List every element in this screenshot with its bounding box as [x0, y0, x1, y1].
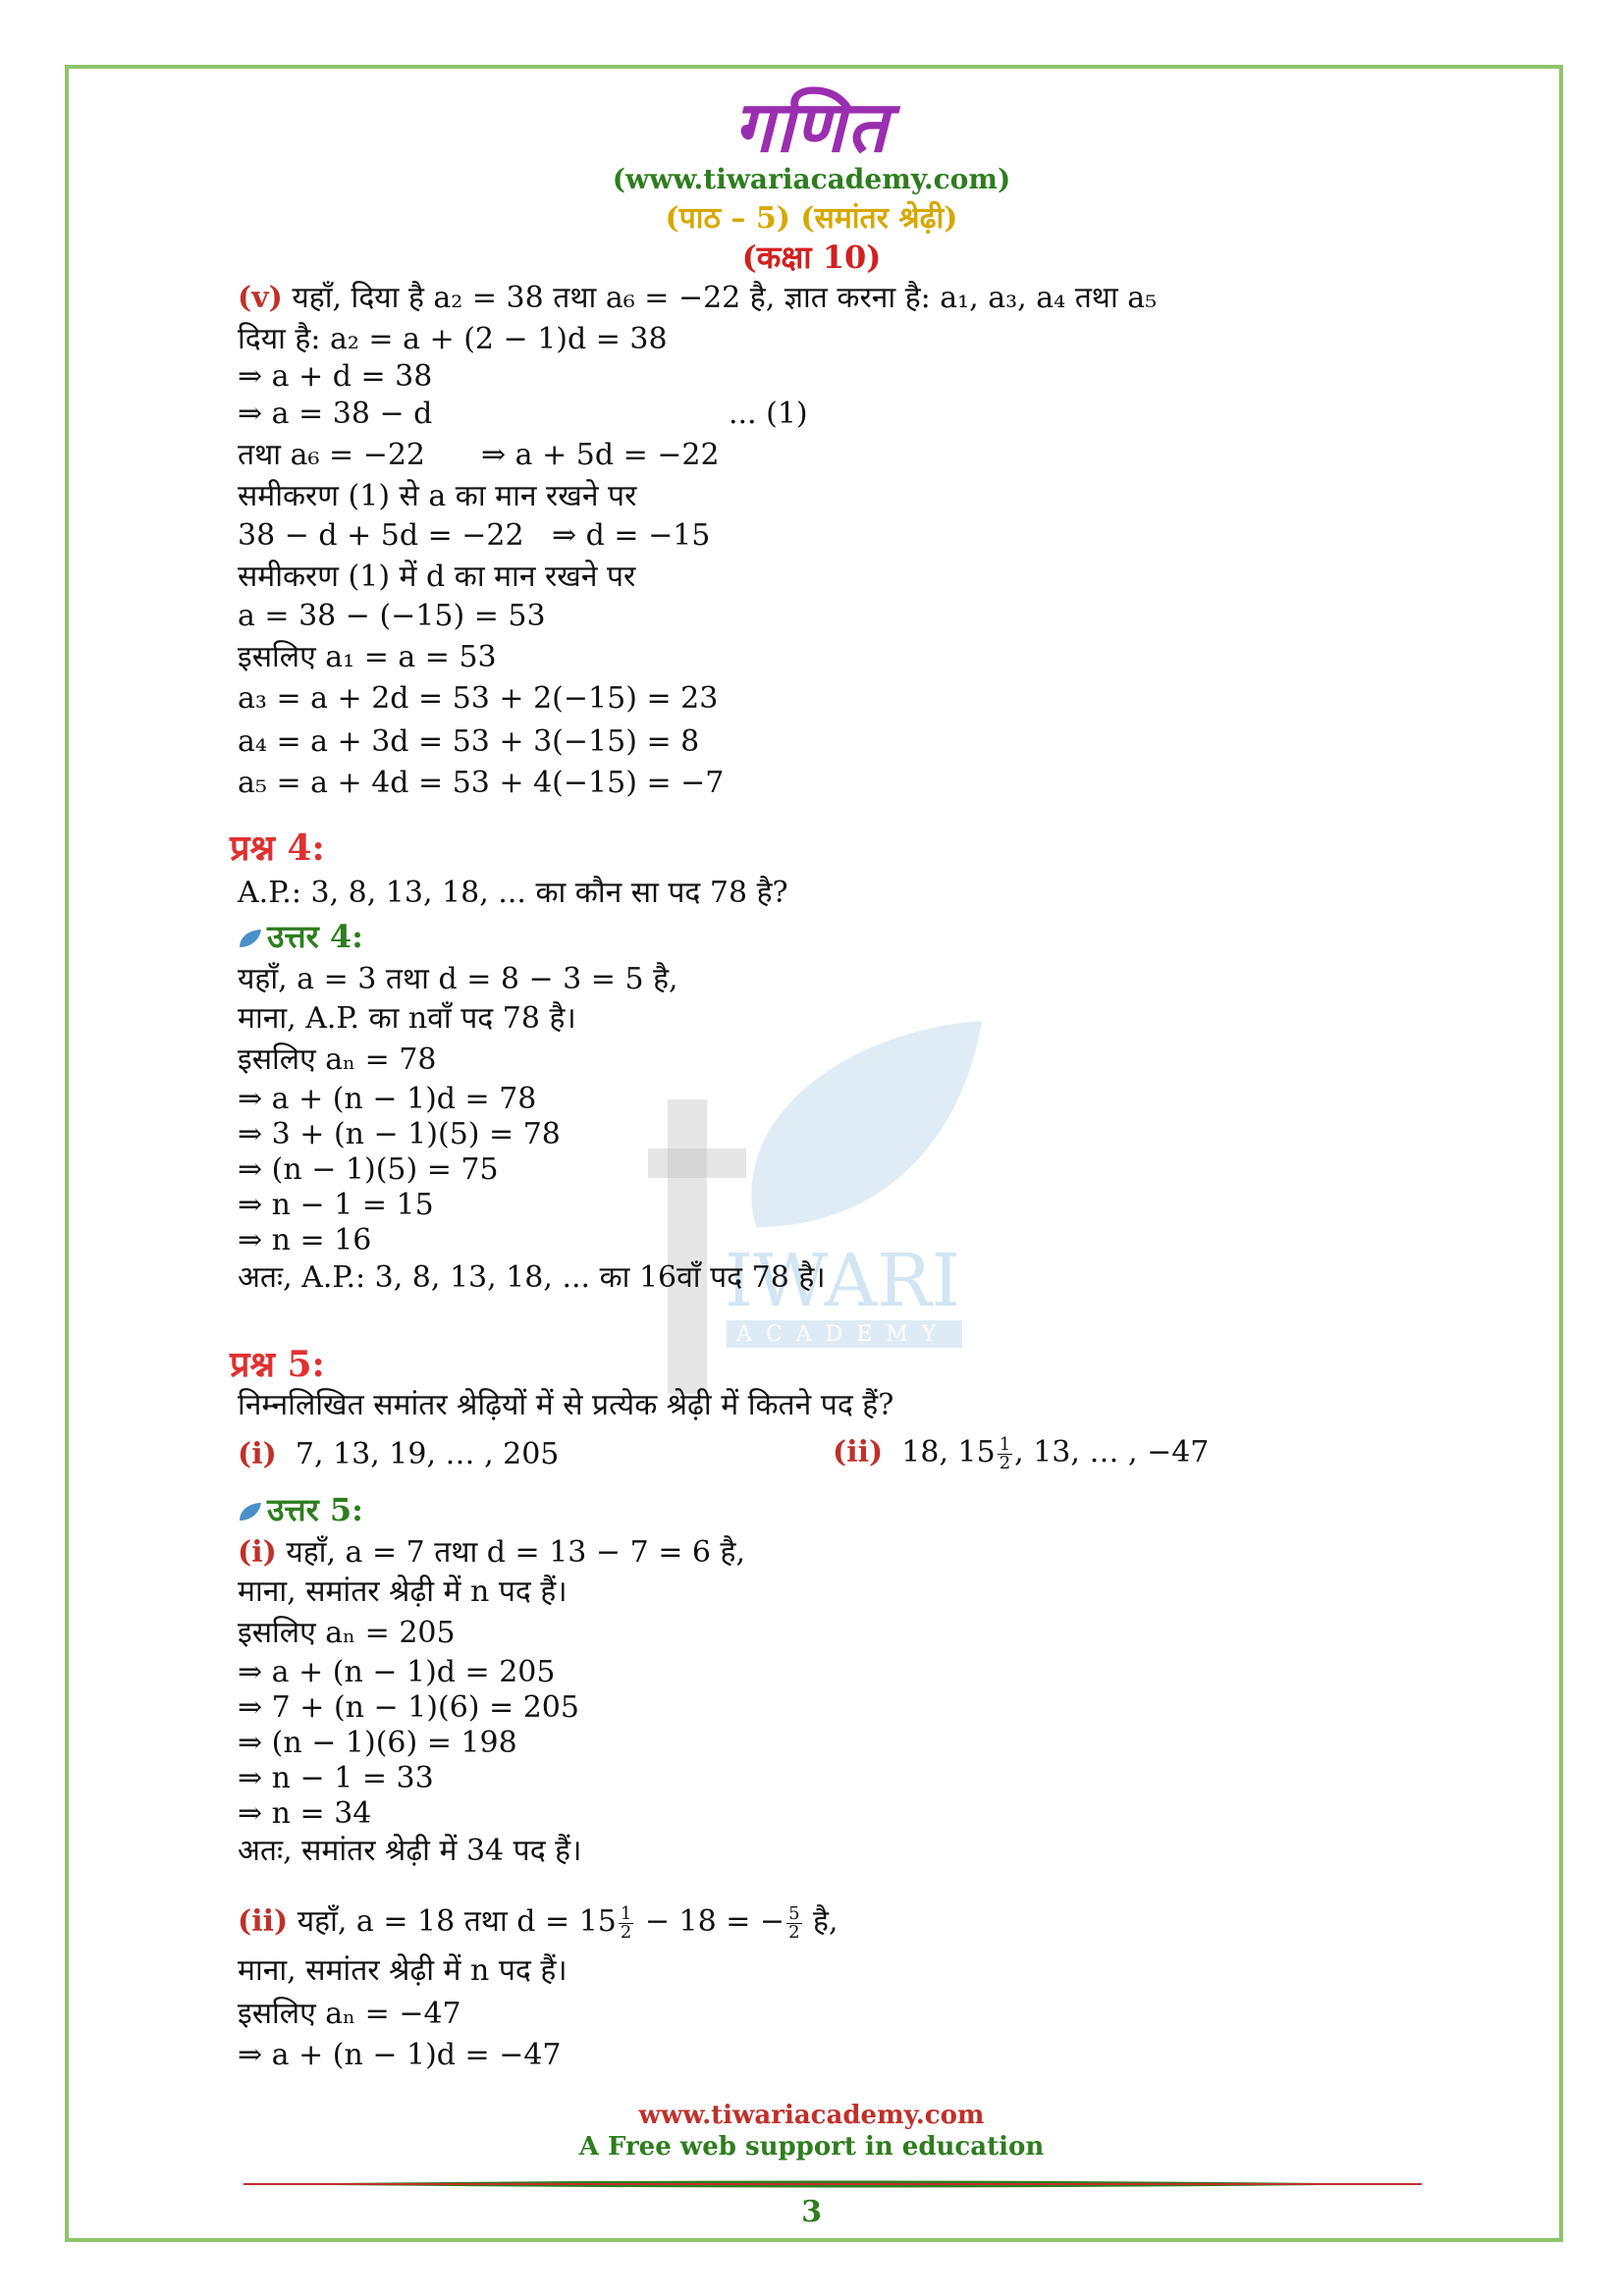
- answer-4-conclusion: अतः, A.P.: 3, 8, 13, 18, ... का 16वाँ पद 78 है।: [238, 1260, 826, 1295]
- answer-4-line: ⇒ n − 1 = 15: [238, 1188, 434, 1222]
- svg-text:ACADEMY: ACADEMY: [736, 1322, 950, 1347]
- question-5-part-i: (i) 7, 13, 19, … , 205: [238, 1437, 560, 1471]
- answer-5-i-conclusion: अतः, समांतर श्रेढ़ी में 34 पद हैं।: [238, 1834, 582, 1868]
- answer-5-heading: उत्तर 5:: [238, 1488, 363, 1530]
- answer-4-line: ⇒ a + (n − 1)d = 78: [238, 1082, 537, 1116]
- part-v-line-1: (v) यहाँ, दिया है a₂ = 38 तथा a₆ = −22 है, ज्ञात करना है: a₁, a₃, a₄ तथा a₅: [238, 281, 1158, 315]
- answer-5-i-line: ⇒ n − 1 = 33: [238, 1761, 434, 1795]
- footer-divider: [243, 2179, 1422, 2189]
- part-v-line-4: ⇒ a = 38 − d: [238, 397, 433, 431]
- answer-4-line: इसलिए aₙ = 78: [238, 1042, 437, 1077]
- part-v-line-12: a₄ = a + 3d = 53 + 3(−15) = 8: [238, 724, 700, 759]
- part-v-line-9: a = 38 − (−15) = 53: [238, 599, 546, 633]
- part-v-line-3: ⇒ a + d = 38: [238, 359, 433, 394]
- five-halves-fraction: $\frac{5}{2}$: [788, 1902, 800, 1943]
- class-label: (कक्षा 10): [741, 239, 882, 276]
- question-5-heading: प्रश्न 5:: [230, 1344, 325, 1385]
- question-4-text: A.P.: 3, 8, 13, 18, ... का कौन सा पद 78 है?: [238, 876, 788, 910]
- answer-5-i-line: ⇒ 7 + (n − 1)(6) = 205: [238, 1690, 579, 1725]
- equation-ref-1: ... (1): [729, 397, 808, 431]
- half-fraction: $\frac{1}{2}$: [999, 1433, 1011, 1473]
- answer-5-i-line: माना, समांतर श्रेढ़ी में n पद हैं।: [238, 1575, 568, 1609]
- answer-5-i-line-1: (i) यहाँ, a = 7 तथा d = 13 − 7 = 6 है,: [238, 1535, 745, 1570]
- answer-5-ii-line: इसलिए aₙ = −47: [238, 1997, 461, 2031]
- answer-5-i-line: ⇒ n = 34: [238, 1796, 372, 1831]
- footer-site: www.tiwariacademy.com: [638, 2101, 985, 2130]
- footer-tagline: A Free web support in education: [578, 2132, 1045, 2162]
- part-v-line-5: तथा a₆ = −22: [238, 438, 426, 472]
- answer-5-i-line: ⇒ a + (n − 1)d = 205: [238, 1655, 556, 1689]
- answer-5-ii-line: ⇒ a + (n − 1)d = −47: [238, 2038, 562, 2072]
- page-title: गणित: [733, 84, 890, 168]
- part-v-line-5b: ⇒ a + 5d = −22: [481, 438, 720, 472]
- tiwari-logo-icon: [238, 928, 263, 949]
- part-v-line-7b: ⇒ d = −15: [552, 518, 711, 553]
- part-v-line-7: 38 − d + 5d = −22: [238, 518, 524, 553]
- answer-4-line: ⇒ n = 16: [238, 1223, 372, 1257]
- answer-4-line: ⇒ 3 + (n − 1)(5) = 78: [238, 1117, 561, 1151]
- answer-4-line: ⇒ (n − 1)(5) = 75: [238, 1152, 499, 1187]
- half-fraction: $\frac{1}{2}$: [620, 1902, 632, 1943]
- tiwari-leaf-watermark-icon: [648, 1001, 1001, 1414]
- part-v-line-10: इसलिए a₁ = a = 53: [238, 640, 497, 674]
- header-site: (www.tiwariacademy.com): [612, 163, 1011, 195]
- svg-text:IWARI: IWARI: [725, 1239, 960, 1323]
- question-5-part-ii: (ii) 18, 15 $\frac{1}{2}$ , 13, … , −47: [833, 1433, 1210, 1473]
- answer-5-ii-line-1: (ii) यहाँ, a = 18 तथा d = 15 $\frac{1}{2}$ − 18 = − $\frac{5}{2}$ है,: [238, 1902, 839, 1943]
- part-v-line-2: दिया है: a₂ = a + (2 − 1)d = 38: [238, 322, 668, 356]
- chapter-label: (पाठ – 5) (समांतर श्रेढ़ी): [665, 201, 958, 236]
- answer-5-ii-line: माना, समांतर श्रेढ़ी में n पद हैं।: [238, 1953, 568, 1988]
- answer-5-i-line: इसलिए aₙ = 205: [238, 1616, 456, 1650]
- question-4-heading: प्रश्न 4:: [230, 828, 325, 869]
- part-v-line-13: a₅ = a + 4d = 53 + 4(−15) = −7: [238, 766, 725, 800]
- answer-4-line: माना, A.P. का nवाँ पद 78 है।: [238, 1001, 576, 1036]
- tiwari-logo-icon: [238, 1501, 263, 1522]
- answer-4-heading: उत्तर 4:: [238, 915, 363, 957]
- question-5-text: निम्नलिखित समांतर श्रेढ़ियों में से प्रत्येक श्रेढ़ी में कितने पद हैं?: [238, 1388, 894, 1422]
- page-number: 3: [801, 2195, 822, 2229]
- part-v-line-6: समीकरण (1) से a का मान रखने पर: [238, 479, 637, 513]
- answer-4-line: यहाँ, a = 3 तथा d = 8 − 3 = 5 है,: [238, 962, 678, 996]
- part-v-line-11: a₃ = a + 2d = 53 + 2(−15) = 23: [238, 681, 719, 716]
- answer-5-i-line: ⇒ (n − 1)(6) = 198: [238, 1726, 517, 1760]
- part-v-line-8: समीकरण (1) में d का मान रखने पर: [238, 560, 636, 594]
